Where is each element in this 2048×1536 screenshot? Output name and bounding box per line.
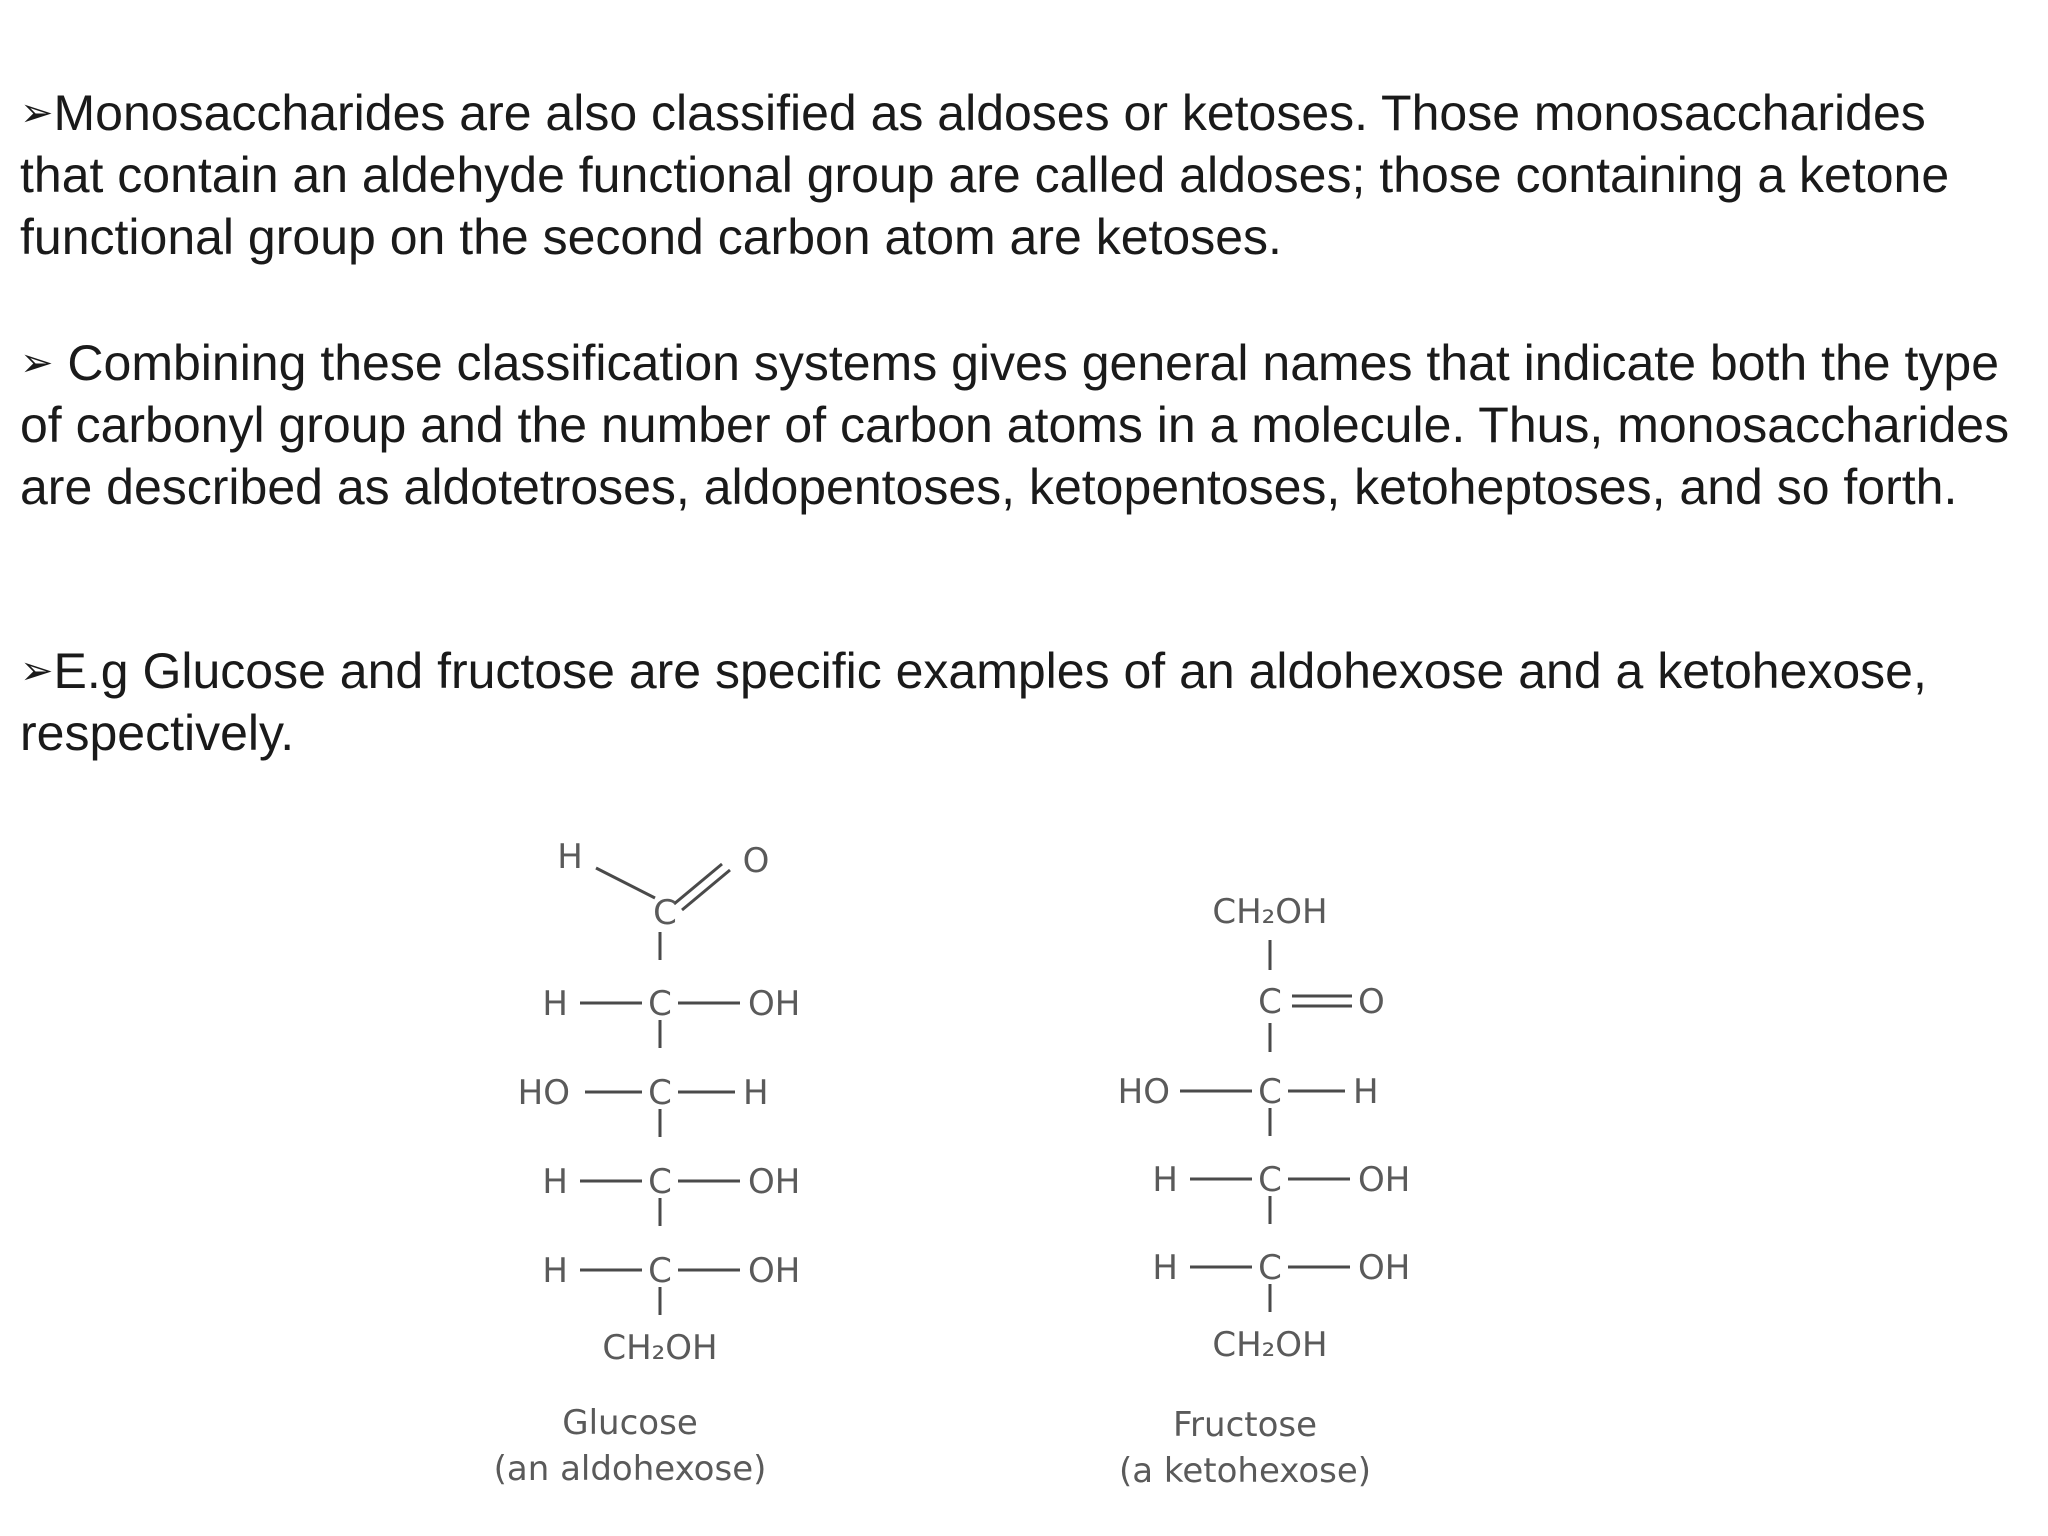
fructose-c3-left: HO	[1117, 1072, 1170, 1112]
glucose-c3-left: HO	[517, 1073, 570, 1113]
fructose-c4-right: OH	[1358, 1160, 1411, 1200]
bullet-text: Monosaccharides are also classified as aldoses or ketoses. Those monosaccharides that contain an aldehyde functional group are called aldoses; those containing a ketone functional group on the second carbon atom are ketoses.	[20, 85, 1950, 265]
glucose-c2-right: OH	[748, 984, 801, 1024]
glucose-subtitle: (an aldohexose)	[493, 1449, 767, 1489]
fructose-c5-left: H	[1152, 1248, 1178, 1288]
glucose-c4-left: H	[542, 1162, 568, 1202]
fructose-carbonyl-o: O	[1358, 982, 1385, 1022]
glucose-c3-center: C	[648, 1073, 672, 1113]
glucose-aldehyde-o: O	[742, 841, 770, 881]
fructose-top-group: CH₂OH	[1212, 892, 1328, 932]
arrow-bullet-icon: ➢	[20, 90, 54, 136]
glucose-name: Glucose	[562, 1403, 698, 1443]
glucose-c4-center: C	[648, 1162, 672, 1202]
fructose-c4-center: C	[1258, 1160, 1282, 1200]
glucose-aldehyde-h: H	[557, 837, 583, 877]
fructose-c4-left: H	[1152, 1160, 1178, 1200]
bullet-glucose-fructose-example	[20, 640, 2020, 764]
glucose-bottom-group: CH₂OH	[602, 1328, 718, 1368]
glucose-aldehyde-c: C	[653, 893, 677, 933]
glucose-c5-right: OH	[748, 1251, 801, 1291]
bullet-text: Combining these classification systems gives general names that indicate both the type of carbonyl group and the number of carbon atoms in a molecule. Thus, monosaccharides are described as aldotetroses, aldopentoses, ketopentoses, ketoheptoses, and so forth.	[20, 335, 2010, 515]
glucose-c4-right: OH	[748, 1162, 801, 1202]
fructose-c3-center: C	[1258, 1072, 1282, 1112]
fructose-c3-right: H	[1353, 1072, 1379, 1112]
glucose-c5-left: H	[542, 1251, 568, 1291]
fructose-bottom-group: CH₂OH	[1212, 1325, 1328, 1365]
glucose-c3-right: H	[743, 1073, 769, 1113]
glucose-c5-center: C	[648, 1251, 672, 1291]
bullet-aldoses-ketoses	[20, 82, 2020, 268]
glucose-c2-left: H	[542, 984, 568, 1024]
fructose-subtitle: (a ketohexose)	[1118, 1451, 1372, 1491]
fructose-name: Fructose	[1172, 1405, 1318, 1445]
arrow-bullet-icon: ➢	[20, 340, 54, 386]
structure-figure	[460, 820, 1560, 1525]
fructose-c5-center: C	[1258, 1248, 1282, 1288]
fructose-carbonyl-c: C	[1258, 982, 1282, 1022]
glucose-c2-center: C	[648, 984, 672, 1024]
bullet-text: E.g Glucose and fructose are specific examples of an aldohexose and a ketohexose, respectively.	[20, 643, 1927, 761]
fischer-projections	[460, 820, 1560, 1520]
bullet-classification-systems	[20, 332, 2020, 518]
fructose-c5-right: OH	[1358, 1248, 1411, 1288]
arrow-bullet-icon: ➢	[20, 648, 54, 694]
